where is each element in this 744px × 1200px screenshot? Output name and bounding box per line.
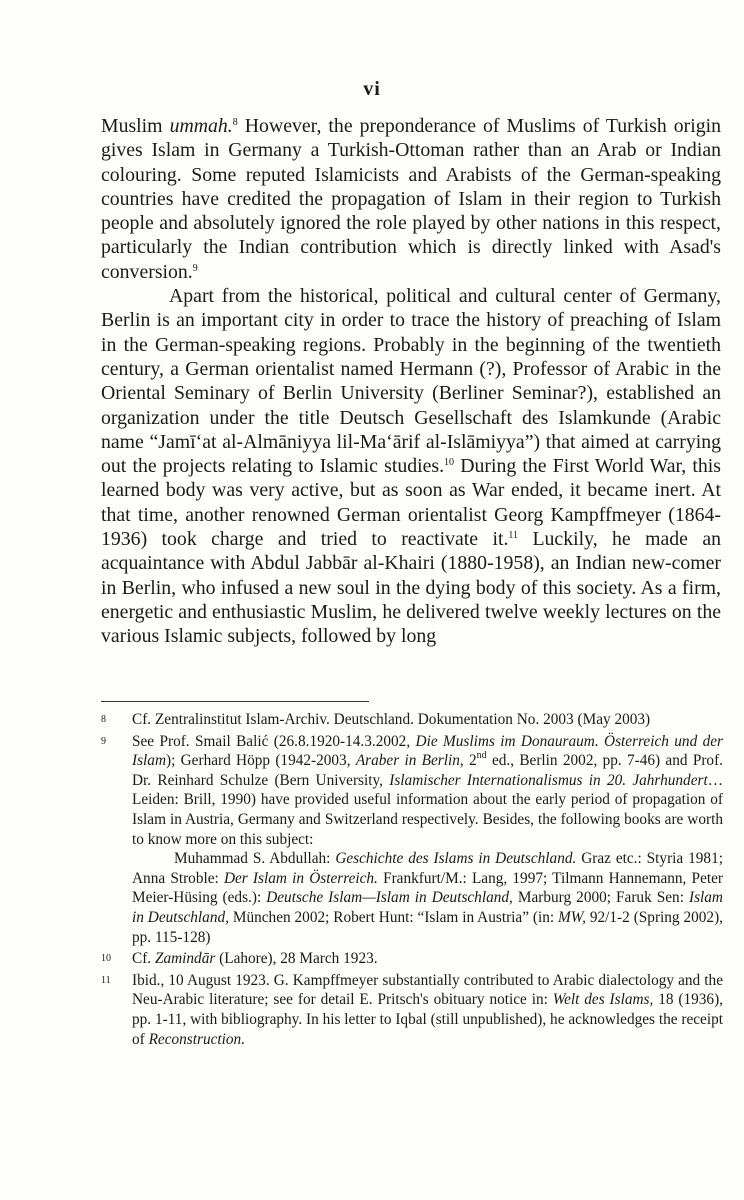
footnote-marker: 10 [444, 457, 455, 469]
footnote-marker: 8 [232, 117, 238, 128]
text-run: However, the preponderance of Muslims of Turkish origin gives Islam in Germany a Turkish-Ottoman rather than an Arab or Indian colouring. Some reputed Islamicists and Arabists of the German-speaking countries have credited the propagation of Islam in their region to Turkish people and absolutely ignored the role played by other nations in this respect, particularly the Indian contribution which is directly linked with Asad's conversion. [101, 115, 721, 283]
text-run: Ibid., 10 August 1923. G. Kampffmeyer substantially contributed to Arabic dialectology and the Neu-Arabic literature; see for detail E. Pritsch's obituary notice in: [132, 971, 723, 1009]
footnote-number: 9 [101, 735, 106, 747]
italic-text: Zamindār [154, 950, 216, 968]
footnote-text [132, 732, 723, 850]
footnote-text [132, 949, 723, 969]
text-run: …Leiden: Brill, 1990) have provided useful information about the early period of propagation of Islam in Austria, Germany and Switzerland respectively. Besides, the following books are worth to know more on this subject: [132, 771, 723, 848]
text-run: Frankfurt/M.: Lang, 1997; Tilmann Hannemann, Peter Meier-Hüsing (eds.): [132, 869, 723, 907]
italic-text: Islamischer Internationalismus in 20. Jahrhundert [389, 771, 708, 789]
italic-text: Welt des Islams, [552, 991, 654, 1009]
page-number: vi [363, 78, 381, 100]
text-run: Apart from the historical, political and cultural center of Germany, Berlin is an important city in order to trace the history of preaching of Islam in the German-speaking regions. Probably in the beginning of the twentieth century, a German orientalist named Hermann (?), Professor of Arabic in the Oriental Seminary of Berlin University (Berliner Seminar?), established an organization under the title Deutsch Gesellschaft des Islamkunde (Arabic name “Jamī‘at al-Almāniyya lil-Ma‘ārif al-Islāmiyya”) that aimed at carrying out the projects relating to Islamic studies. [101, 285, 721, 478]
body-text [101, 114, 721, 649]
text-run: Cf. Zentralinstitut Islam-Archiv. Deutschland. Dokumentation No. 2003 (May 2003) [132, 711, 651, 728]
text-run: (Lahore), 28 March 1923. [215, 950, 378, 968]
footnote-marker: 9 [192, 262, 198, 274]
text-run: ed., Berlin 2002, pp. 7-46) and Prof. Dr. Reinhard Schulze (Bern University, [132, 752, 723, 789]
footnote-marker: 11 [508, 530, 519, 542]
footnote-number: 10 [101, 953, 111, 965]
text-run: ); Gerhard Höpp (1942-2003, [166, 752, 356, 770]
text-run: , 2 [459, 752, 477, 770]
text-run: Graz etc.: Styria 1981; Anna Stroble: [132, 850, 723, 887]
footnote-text [132, 710, 723, 730]
text-run: During the First World War, this learned body was very active, but as soon as War ended, it became inert. At that time, another renowned German orientalist Georg Kampffmeyer (1864-1936) took charge and tried to reactivate it. [101, 455, 721, 551]
italic-text: Geschichte des Islams in Deutschland. [335, 850, 577, 868]
italic-text: Islam in Deutschland, [132, 889, 723, 926]
footnote [101, 949, 723, 969]
italic-text: Deutsche Islam—Islam in Deutschland, [266, 889, 513, 907]
text-run: Marburg 2000; Faruk Sen: [512, 889, 689, 907]
text-run: See Prof. Smail Balić (26.8.1920-14.3.2002, [132, 732, 416, 750]
footnote [101, 710, 723, 730]
text-run: München 2002; Robert Hunt: “Islam in Austria” (in: [228, 908, 559, 926]
text-run: Luckily, he made an acquaintance with Abdul Jabbār al-Khairi (1880-1958), an Indian new-comer in Berlin, who infused a new soul in the dying body of this society. As a firm, energetic and enthusiastic Muslim, he delivered twelve weekly lectures on the various Islamic subjects, followed by long [101, 528, 721, 648]
footnote-marker: nd [476, 750, 487, 762]
text-run: 18 (1936), pp. 1-11, with bibliography. In his letter to Iqbal (still unpublished), he acknowledges the receipt of [132, 991, 723, 1048]
footnote-separator [101, 701, 369, 702]
footnote [101, 971, 723, 1049]
italic-text: MW, [558, 908, 586, 926]
body-paragraph [101, 284, 721, 648]
body-paragraph [101, 114, 721, 284]
italic-text: ummah. [169, 115, 233, 137]
footnote [101, 732, 723, 948]
footnote-text [132, 849, 723, 947]
text-run: Cf. [132, 950, 155, 968]
footnote-text [132, 971, 723, 1049]
italic-text: Araber in Berlin [355, 752, 460, 770]
text-run: Muhammad S. Abdullah: [174, 850, 336, 868]
footnote-number: 8 [101, 714, 106, 725]
text-run: 92/1-2 (Spring 2002), pp. 115-128) [132, 908, 723, 946]
italic-text: Der Islam in Österreich. [223, 869, 378, 887]
footnotes-section [101, 710, 723, 1051]
italic-text: Die Muslims im Donauraum. Österreich und der Islam [132, 732, 723, 770]
footnote-number: 11 [101, 974, 111, 986]
italic-text: Reconstruction. [148, 1030, 246, 1048]
text-run: Muslim [101, 115, 170, 137]
